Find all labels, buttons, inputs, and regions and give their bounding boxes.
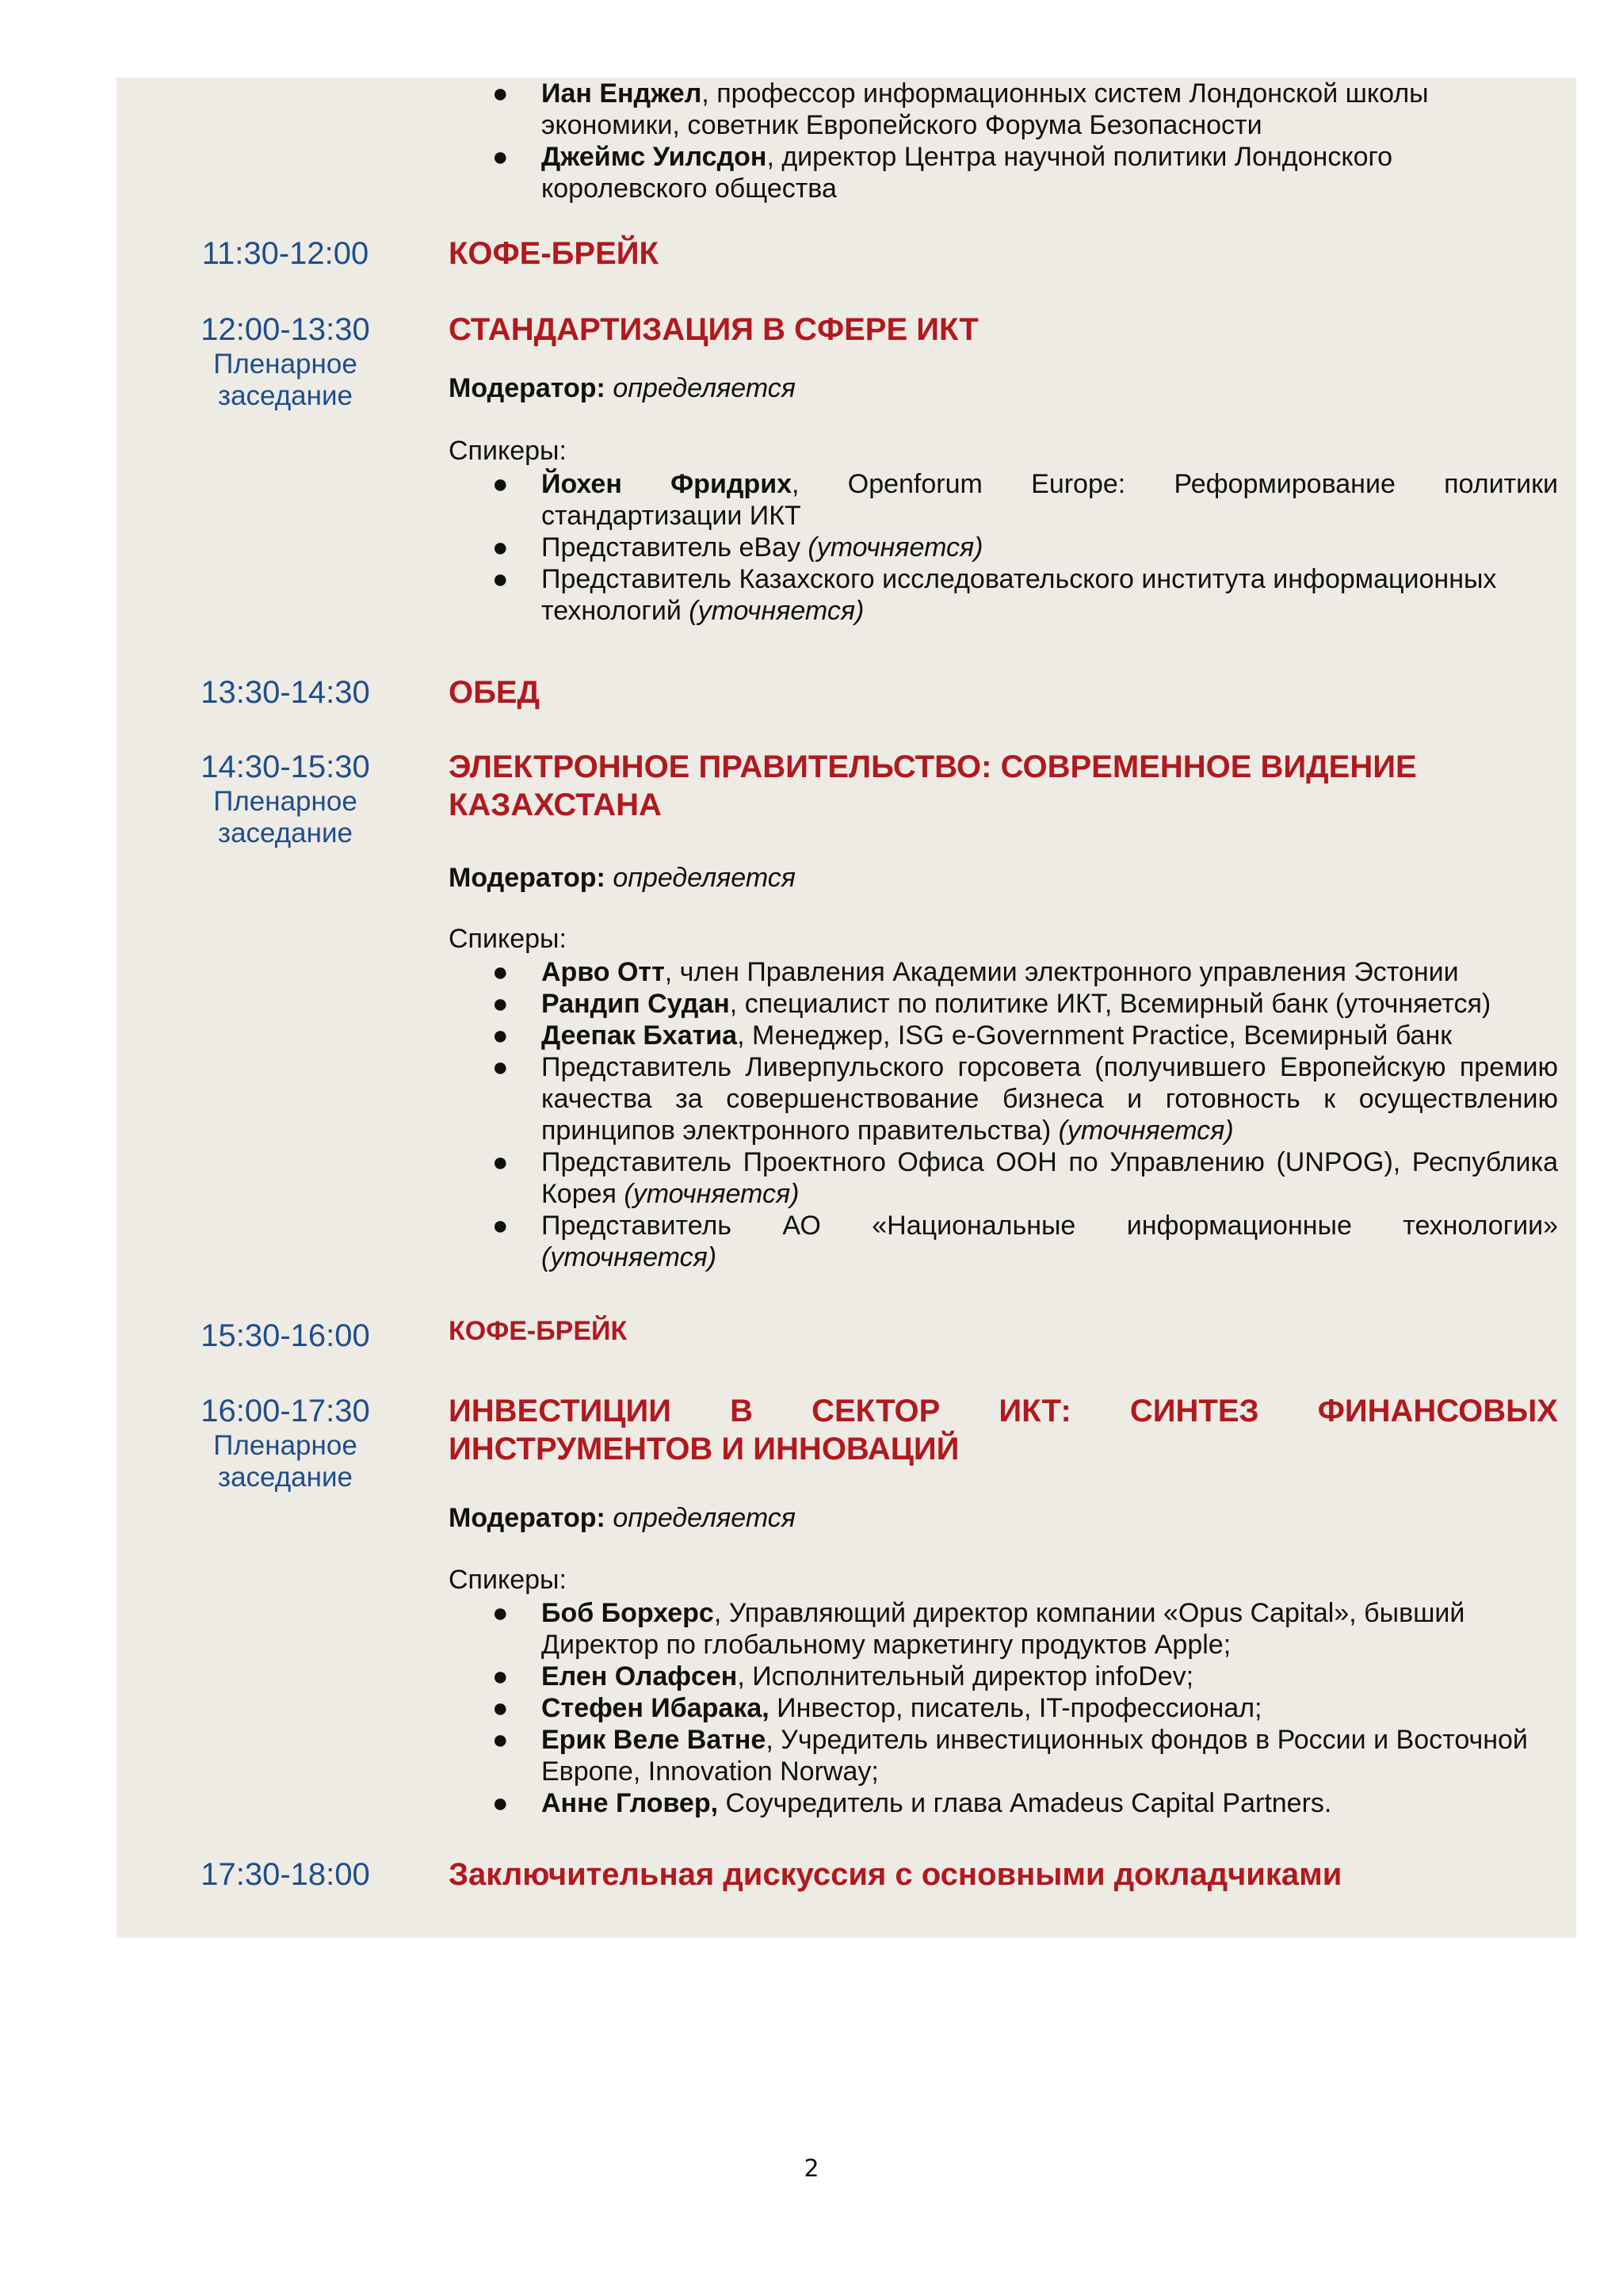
speaker-list: [449, 468, 1558, 627]
time-slot: 11:30-12:00: [201, 236, 369, 271]
bullet-icon: ●: [492, 564, 509, 594]
list-item: ● Йохен Фридрих, Openforum Europe: Реформирование политики стандартизации ИКТ: [492, 469, 1558, 531]
session-title: ОБЕД: [449, 675, 540, 710]
session-title: КОФЕ-БРЕЙК: [449, 1316, 628, 1346]
bullet-icon: ●: [492, 532, 509, 563]
list-item: ● Джеймс Уилсдон, директор Центра научной политики Лондонского королевского общества: [492, 142, 1393, 204]
time-slot: 14:30-15:30 Пленарное заседание: [200, 749, 370, 849]
bullet-icon: ●: [492, 1725, 509, 1755]
list-item: ● Елен Олафсен, Исполнительный директор infoDev;: [492, 1661, 1194, 1691]
intro-content: [449, 78, 1558, 204]
bullet-icon: ●: [492, 1211, 509, 1241]
bullet-icon: ●: [492, 989, 509, 1019]
time-slot: 12:00-13:30 Пленарное заседание: [200, 312, 370, 411]
moderator-line: Модератор: определяется: [449, 1503, 796, 1533]
bullet-icon: ●: [492, 1020, 509, 1051]
speaker-list: [449, 1597, 1558, 1819]
time-slot: 13:30-14:30: [200, 675, 370, 710]
bullet-icon: ●: [492, 957, 509, 987]
list-item: ● Боб Борхерс, Управляющий директор компании «Opus Capital», бывший Директор по глобальному маркетингу продуктов Apple;: [492, 1598, 1465, 1660]
session-title: КОФЕ-БРЕЙК: [449, 236, 659, 271]
list-item: ● Представитель Ливерпульского горсовета (получившего Европейскую премию качества за совершенствование бизнеса и готовность к осуществлению принципов электронного правительства) (уточняется): [492, 1052, 1558, 1146]
list-item: ● Представитель eBay (уточняется): [492, 532, 983, 563]
session-title: Заключительная дискуссия с основными докладчиками: [449, 1857, 1342, 1892]
moderator-line: Модератор: определяется: [449, 863, 796, 893]
speakers-label: Спикеры:: [449, 1565, 567, 1595]
bullet-icon: ●: [492, 1788, 509, 1818]
bullet-icon: ●: [492, 142, 509, 172]
list-item: ● Рандип Судан, специалист по политике ИКТ, Всемирный банк (уточняется): [492, 989, 1491, 1019]
bullet-icon: ●: [492, 78, 509, 109]
list-item: ● Деепак Бхатиа, Менеджер, ISG e-Government Practice, Всемирный банк: [492, 1020, 1453, 1051]
list-item: ● Иан Енджел, профессор информационных систем Лондонской школы экономики, советник Европейского Форума Безопасности: [492, 78, 1429, 140]
time-slot: 15:30-16:00: [200, 1318, 370, 1353]
program-panel: [116, 78, 1576, 1938]
page-number: 2: [804, 2155, 819, 2183]
list-item: ● Стефен Ибарака, Инвестор, писатель, IT-профессионал;: [492, 1693, 1262, 1723]
moderator-line: Модератор: определяется: [449, 373, 796, 403]
time-slot: 17:30-18:00: [200, 1857, 370, 1892]
speaker-list: [449, 956, 1558, 1273]
list-item: ● Представитель АО «Национальные информационные технологии» (уточняется): [492, 1211, 1558, 1272]
list-item: ● Ерик Веле Ватне, Учредитель инвестиционных фондов в России и Восточной Европе, Innovation Norway;: [492, 1725, 1528, 1787]
session-title: ЭЛЕКТРОННОЕ ПРАВИТЕЛЬСТВО: СОВРЕМЕННОЕ ВИДЕНИЕ КАЗАХСТАНА: [449, 749, 1417, 822]
bullet-icon: ●: [492, 1052, 509, 1082]
speakers-label: Спикеры:: [449, 436, 567, 466]
bullet-icon: ●: [492, 469, 509, 499]
bullet-icon: ●: [492, 1147, 509, 1177]
session-title: ИНВЕСТИЦИИ В СЕКТОР ИКТ: СИНТЕЗ ФИНАНСОВЫХ ИНСТРУМЕНТОВ И ИННОВАЦИЙ: [449, 1394, 1558, 1466]
bullet-icon: ●: [492, 1693, 509, 1723]
list-item: ● Представитель Проектного Офиса ООН по Управлению (UNPOG), Республика Корея (уточняется): [492, 1147, 1558, 1209]
list-item: ● Представитель Казахского исследовательского института информационных технологий (уточняется): [492, 564, 1497, 626]
speakers-label: Спикеры:: [449, 924, 567, 954]
intro-speaker-list: [449, 78, 1558, 204]
time-slot: 16:00-17:30 Пленарное заседание: [200, 1394, 370, 1493]
list-item: ● Арво Отт, член Правления Академии электронного управления Эстонии: [492, 957, 1459, 987]
bullet-icon: ●: [492, 1661, 509, 1691]
list-item: ● Анне Гловер, Соучредитель и глава Amadeus Capital Partners.: [492, 1788, 1332, 1818]
session-title: СТАНДАРТИЗАЦИЯ В СФЕРЕ ИКТ: [449, 312, 979, 347]
bullet-icon: ●: [492, 1598, 509, 1628]
